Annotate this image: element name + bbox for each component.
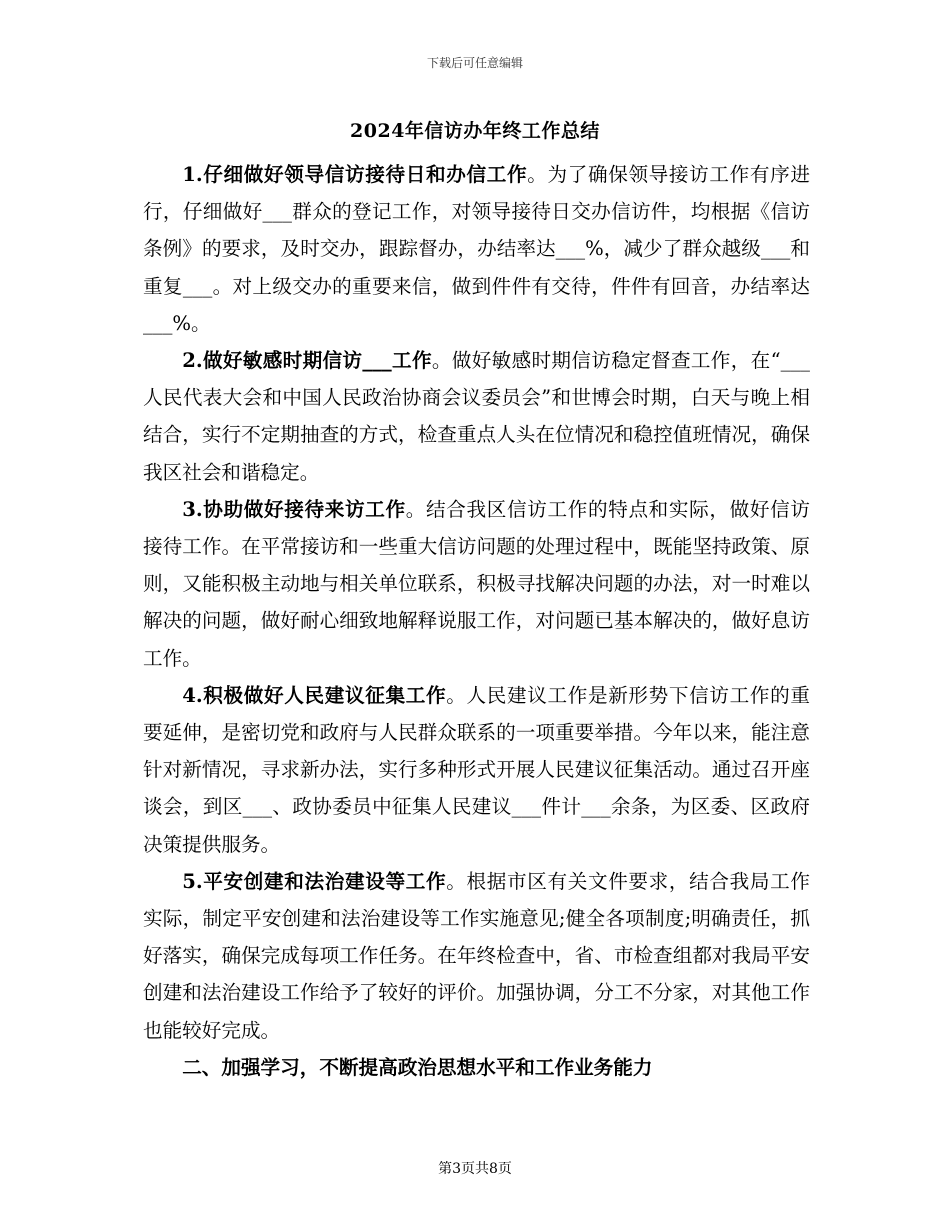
page-footer: 第3页共8页 [438,1161,512,1177]
paragraph-5-heading: 5.平安创建和法治建设等工作 [182,869,447,893]
paragraph-3-heading: 3.协助做好接待来访工作 [182,497,406,521]
paragraph-4-heading: 4.积极做好人民建议征集工作 [182,683,447,707]
section-heading: 二、加强学习，不断提高政治思想水平和工作业务能力 [182,1055,653,1079]
paragraph-4 [143,677,810,863]
paragraph-1-text: 。为了确保领导接访工作有序进行，仔细做好___群众的登记工作，对领导接待日交办信访件，均根据《信访条例》的要求，及时交办，跟踪督办，办结率达___%，减少了群众越级___和重复___。对上级交办的重要来信，做到件件有交待，件件有回音，办结率达___%。 [143,163,810,335]
paragraph-1-heading: 1.仔细做好领导信访接待日和办信工作 [182,163,528,186]
paragraph-5-text: 。根据市区有关文件要求，结合我局工作实际，制定平安创建和法治建设等工作实施意见;健全各项制度;明确责任，抓好落实，确保完成每项工作任务。在年终检查中，省、市检查组都对我局平安创建和法治建设工作给予了较好的评价。加强协调，分工不分家，对其他工作也能较好完成。 [143,869,810,1042]
page-header: 下载后可任意编辑 [426,56,523,70]
paragraph-5 [143,863,810,1049]
paragraph-2-text: 。做好敏感时期信访稳定督查工作，在“___人民代表大会和中国人民政治协商会议委员会”和世博会时期，白天与晚上相结合，实行不定期抽查的方式，检查重点人头在位情况和稳控值班情况，确保我区社会和谐稳定。 [143,349,810,484]
document-body [143,156,810,1086]
paragraph-3 [143,491,810,677]
document-title: 2024年信访办年终工作总结 [350,120,600,142]
paragraph-4-text: 。人民建议工作是新形势下信访工作的重要延伸，是密切党和政府与人民群众联系的一项重要举措。今年以来，能注意针对新情况，寻求新办法，实行多种形式开展人民建议征集活动。通过召开座谈会，到区___、政协委员中征集人民建议___件计___余条，为区委、区政府决策提供服务。 [143,683,810,856]
paragraph-2 [143,342,810,491]
paragraph-3-text: 。结合我区信访工作的特点和实际，做好信访接待工作。在平常接访和一些重大信访问题的处理过程中，既能坚持政策、原则，又能积极主动地与相关单位联系，积极寻找解决问题的办法，对一时难以解决的问题，做好耐心细致地解释说服工作，对问题已基本解决的，做好息访工作。 [143,497,810,670]
paragraph-1 [143,156,810,342]
paragraph-2-heading: 2.做好敏感时期信访___工作 [182,349,432,373]
